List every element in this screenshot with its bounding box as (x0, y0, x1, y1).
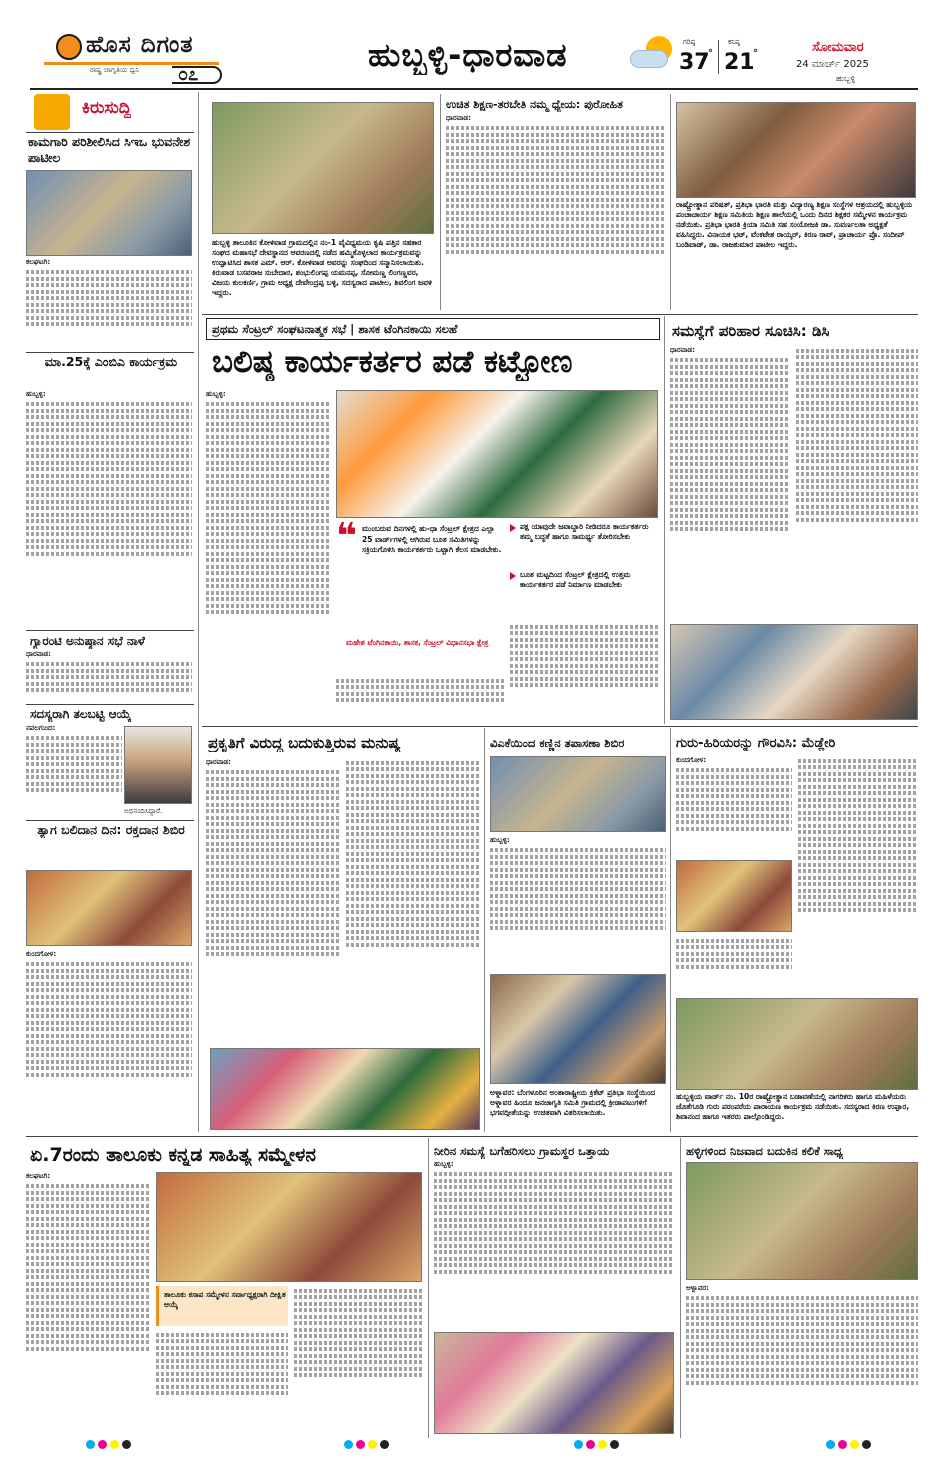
lead-dc-divider (664, 316, 665, 724)
brief-5-body (26, 950, 192, 1132)
top-col-divider-2 (670, 94, 671, 310)
bottom-story-1-headline: ಏ.7ರಂದು ತಾಲೂಕು ಕನ್ನಡ ಸಾಹಿತ್ಯ ಸಮ್ಮೇಳನ (30, 1144, 316, 1166)
lead-quote: ಮುಂಬರುವ ದಿನಗಳಲ್ಲಿ ಹು-ಧಾ ಸೆಂಟ್ರಲ್ ಕ್ಷೇತ್ರದ ಎಲ್ಲಾ 25 ವಾರ್ಡ್‌ಗಳಲ್ಲಿ ಆಗಿರುವ ಬೂತ ಸಮಿತಿಗಳನ್ನು ಸಕ್ರಿಯಗೊಳಿಸಿ ಕಾರ್ಯಕರ್ತರು ಒಟ್ಟಾಗಿ ಕೆಲಸ ಮಾಡಬೇಕು. (362, 524, 502, 554)
cmyk-dot-icon (356, 1440, 365, 1449)
mid-story-3-body-col-3 (676, 936, 792, 994)
bottom-story-3-photo (686, 1162, 918, 1280)
brief-5-photo (26, 870, 192, 946)
top-col-divider-1 (440, 94, 441, 310)
bottom-story-3-body (686, 1284, 918, 1434)
weather-max-value: 37 (679, 50, 710, 75)
bottom-col-divider-2 (680, 1138, 681, 1438)
brief-1-dateline: ಕಲಘಟಗಿ: (26, 258, 51, 266)
top-story-1-caption: ಹುಬ್ಬಳ್ಳಿ ತಾಲೂಕಿನ ಕೋಳಿವಾಡ ಗ್ರಾಮದಲ್ಲಿನ ನಂ-1 ವೈವಿಧ್ಯಮಯ ಕೃಷಿ ಪತ್ತಿನ ಸಹಕಾರ ಸಂಘದ ಮಹಾಸಭೆ ದೇವಸ್ಥಾನದ ಆವರಣದಲ್ಲಿ ನಡೆದ ಹಮ್ಮಿಕೊಳ್ಳಲಾದ ಕಾರ್ಯಕ್ರಮವನ್ನು ಉದ್ಘಾಟಿಸಿದ ಶಾಸಕ ಎಮ್. ಆರ್. ಕೋಳಿವಾಡ ಅವರನ್ನು ಸಂಘದಿಂದ ಸನ್ಮಾನಿಸಲಾಯಿತು. ಕಿರುವಾಡ ಬಸವರಾಜ ಸುಬೇದಾರ, ಶಂಭುಲಿಂಗಪ್ಪ ಯಮನಪ್ಪ, ಸೋಮಣ್ಣ ಲಿಂಗಣ್ಣವರ, ವಿಜಯ ಕುಲಕರ್ಣಿ, ಗ್ರಾಮ ಅಧ್ಯಕ್ಷ ದೇವೇಂದ್ರಪ್ಪ ಬಳ್ಳಿ, ಸದಸ್ಯರಾದ ಪಾಟೀಲ, ಶಿವಲಿಂಗ ಜವಳಿ ಇದ್ದರು. (212, 238, 433, 297)
cmyk-dot-icon (610, 1440, 619, 1449)
lead-body-col-1 (206, 390, 330, 718)
dc-dateline: ಧಾರವಾಡ: (670, 346, 695, 354)
brief-2-headline: ಮಾ.25ಕ್ಕೆ ಎಂಬಿಎ ಕಾರ್ಯಕ್ರಮ (44, 354, 178, 369)
lead-photo (336, 390, 658, 518)
bottom-story-3-dateline: ಅಳ್ನಾವರ: (686, 1284, 709, 1292)
masthead-rule (30, 88, 918, 90)
mid-story-2-photo-1 (490, 756, 666, 832)
lead-bullets (510, 522, 660, 618)
masthead-city: ಹುಬ್ಬಳ್ಳಿ (836, 74, 856, 83)
bottom-story-1-body-col-1 (26, 1172, 150, 1434)
cmyk-dot-icon (850, 1440, 859, 1449)
left-column-divider (198, 92, 199, 1132)
bottom-story-1-body-col-2 (156, 1330, 288, 1434)
lead-headline: ಬಲಿಷ್ಠ ಕಾರ್ಯಕರ್ತರ ಪಡೆ ಕಟ್ಟೋಣ (212, 344, 573, 380)
brief-title-rule (26, 132, 194, 133)
top-story-1-photo (212, 102, 434, 234)
mid-story-1-headline: ಪ್ರಕೃತಿಗೆ ವಿರುದ್ಧ ಬದುಕುತ್ತಿರುವ ಮನುಷ್ಯ (208, 734, 401, 752)
cmyk-dot-icon (838, 1440, 847, 1449)
cmyk-dot-icon (574, 1440, 583, 1449)
mid-story-3-body-col-1 (676, 756, 792, 856)
weather-min-label: ಕನಿಷ್ಠ (728, 38, 740, 46)
cmyk-dot-icon (122, 1440, 131, 1449)
bullet-arrow-icon (510, 524, 516, 532)
top-story-2-body (446, 114, 664, 310)
lead-row-rule (202, 726, 918, 727)
top-story-2-dateline: ಧಾರವಾಡ: (446, 114, 471, 122)
bottom-story-2-headline: ನೀರಿನ ಸಮಸ್ಯೆ ಬಗೆಹರಿಸಲು ಗ್ರಾಮಸ್ಥರ ಒತ್ತಾಯ (434, 1144, 610, 1158)
logo-lotus-icon (56, 34, 82, 60)
dc-headline: ಸಮಸ್ಯೆಗೆ ಪರಿಹಾರ ಸೂಚಿಸಿ: ಡಿಸಿ (672, 322, 830, 340)
brief-2-dateline: ಹುಬ್ಬಳ್ಳಿ: (26, 390, 46, 398)
brief-4-photo-caption: ಅಭಿನಂದಿಸಿದ್ದಾರೆ. (124, 807, 163, 815)
weather-max-label: ಗರಿಷ್ಠ (683, 38, 696, 46)
mid-story-1-body-col-2 (346, 758, 480, 1044)
brief-1-photo (26, 170, 192, 256)
cmyk-dot-icon (586, 1440, 595, 1449)
lead-bullet-1: ಪಕ್ಷ ಯಾವುದೇ ಜವಾಬ್ದಾರಿ ನೀಡಿದರೂ ಕಾರ್ಯಕರ್ತರು ತಮ್ಮ ಬದ್ಧತೆ ಹಾಗೂ ಸಾಮರ್ಥ್ಯ ತೋರಿಸಬೇಕು (520, 522, 649, 541)
logo-text: ಹೊಸ ದಿಗಂತ (86, 32, 194, 58)
bottom-story-2-body (434, 1160, 674, 1328)
brief-3-headline: ಗ್ಯಾರಂಟಿ ಅನುಷ್ಠಾನ ಸಭೆ ನಾಳೆ (30, 634, 145, 648)
brief-rule-4 (26, 820, 194, 821)
bottom-story-1-dateline: ಕಲಘಟಗಿ: (26, 1172, 51, 1180)
bottom-story-2-dateline: ಹುಬ್ಬಳ್ಳಿ: (434, 1160, 454, 1168)
mid-story-3-body-col-2 (798, 756, 918, 994)
brief-1-body (26, 258, 192, 348)
brief-4-dateline: ನವಲಗುಂದ: (26, 724, 56, 732)
lead-quote-attribution: ಮಹೇಶ ಟೆಂಗಿನಕಾಯಿ, ಶಾಸಕ, ಸೆಂಟ್ರಲ್ ವಿಧಾನಸಭಾ ಕ್ಷೇತ್ರ (346, 638, 489, 647)
bottom-story-1-body-col-3 (294, 1286, 422, 1434)
bottom-story-3-headline: ಹಳ್ಳಿಗಳಿಂದ ನಿಜವಾದ ಬದುಕಿನ ಕಲಿಕೆ ಸಾಧ್ಯ (686, 1144, 843, 1158)
bottom-story-1-photo (156, 1172, 422, 1282)
cmyk-dot-icon (862, 1440, 871, 1449)
top-row-rule (202, 314, 918, 315)
cmyk-dot-icon (598, 1440, 607, 1449)
logo-tagline: ರಾಷ್ಟ್ರ ಜಾಗೃತಿಯ ಧ್ವನಿ (90, 66, 140, 74)
lead-body-col-3 (510, 622, 660, 718)
mid-col-divider-2 (670, 728, 671, 1132)
mid-story-1-photo (210, 1048, 480, 1130)
bottom-col-divider-1 (428, 1138, 429, 1438)
masthead-day: ಸೋಮವಾರ (812, 40, 864, 55)
bottom-story-2-photo (434, 1332, 674, 1434)
masthead-date: 24 ಮಾರ್ಚ್ 2025 (796, 59, 869, 70)
weather-min-unit: ° (753, 48, 758, 59)
brief-rule-3 (26, 704, 194, 705)
weather-sun-cloud-icon (628, 34, 676, 74)
cmyk-dot-icon (368, 1440, 377, 1449)
page-number: ೦೭ (178, 64, 199, 85)
mid-story-1-body-col-1 (206, 758, 340, 1044)
section-title: ಹುಬ್ಬಳ್ಳಿ-ಧಾರವಾಡ (368, 36, 568, 74)
cmyk-dot-icon (826, 1440, 835, 1449)
lead-quote-box (336, 516, 504, 672)
dc-photo (670, 624, 918, 720)
weather-min-value: 21 (724, 50, 755, 75)
middle-row-rule (26, 1136, 918, 1137)
masthead (0, 0, 945, 88)
cmyk-dot-icon (110, 1440, 119, 1449)
dc-body-col-1 (670, 346, 790, 620)
cmyk-dot-icon (86, 1440, 95, 1449)
quote-mark-icon: ❝ (336, 516, 358, 557)
mid-story-3-caption: ಹುಬ್ಬಳ್ಳಿಯ ವಾರ್ಡ್ ನಂ. 10ರ ರಾಷ್ಟ್ರೋತ್ಥಾನ ಬಡಾವಣೆಯಲ್ಲಿ ನಾಗರಿಕರು ಹಾಗೂ ಮಹಿಳೆಯರು ಜೊತೆಗೂಡಿ ಗುರು ಪರಂಪರೆಯ ಪಾರಾಯಣ ಕಾರ್ಯಕ್ರಮ ನಡೆಯಿತು. ಸದಸ್ಯರಾದ ಕಿರಣ ಉಪ್ಪಾರ, ಶಿವಾನಂದ ಹಾಗೂ ಇತರರು ಪಾಲ್ಗೊಂಡಿದ್ದರು. (676, 1092, 910, 1121)
mid-story-2-caption: ಅಳ್ನಾವರ: ಬೆಂಗಳೂರಿನ ಅಂತಾರಾಷ್ಟ್ರೀಯ ಕ್ರಿಕೆಟ್ ಪ್ರತಿಭಾ ಸಂಸ್ಥೆಯಿಂದ ಅಳ್ನಾವರ ಹಿಂದೂ ಜನಜಾಗೃತಿ ಸಮಿತಿ ಗ್ರಾಮದಲ್ಲಿ ಕ್ರೀಡಾಪಟುಗಳಿಗೆ ಭಗವದ್ಗೀತೆಯನ್ನು ಉಚಿತವಾಗಿ ವಿತರಿಸಲಾಯಿತು. (490, 1088, 656, 1117)
brief-5-headline: ತ್ಯಾಗ ಬಲಿದಾನ ದಿನ: ರಕ್ತದಾನ ಶಿಬಿರ (37, 822, 185, 837)
bullet-arrow-icon (510, 572, 516, 580)
weather-divider (718, 40, 719, 74)
mid-col-divider-1 (484, 728, 485, 1132)
mid-story-1-dateline: ಧಾರವಾಡ: (206, 758, 231, 766)
brief-1-headline: ಕಾಮಗಾರಿ ಪರಿಶೀಲಿಸಿದ ಸಿಇಒ ಭುವನೇಶ ಪಾಟೀಲ (28, 134, 191, 165)
brief-2-body (26, 390, 192, 628)
bottom-story-1-inset-text: ತಾಲೂಕು ಕಸಾಪ ಸಮ್ಮೇಳನ ಸರ್ವಾಧ್ಯಕ್ಷರಾಗಿ ದೀಕ್ಷಿತ ಆಯ್ಕೆ (164, 1290, 286, 1309)
brief-5-dateline: ಕುಂದಗೋಳ: (26, 950, 57, 958)
cmyk-dot-icon (98, 1440, 107, 1449)
brief-rule-2 (26, 630, 194, 631)
brief-3-dateline: ಧಾರವಾಡ: (26, 650, 51, 658)
top-story-3-photo (676, 102, 916, 198)
weather-max-unit: ° (708, 48, 713, 59)
lead-body-col-4 (336, 676, 504, 718)
top-story-3-caption: ರಾಷ್ಟ್ರೋತ್ಥಾನ ಪರಿಷತ್, ಪ್ರತಿಭಾ ಭಾರತಿ ಮತ್ತು ವಿದ್ಯಾರಣ್ಯ ಶಿಕ್ಷಣ ಸಂಸ್ಥೆಗಳ ಆಶ್ರಯದಲ್ಲಿ ಹುಬ್ಬಳ್ಳಿಯ ಪಂಚಾಚಾರ್ಯ ಶಿಕ್ಷಣ ಸಮಿತಿಯ ಶಿಕ್ಷಣ ಶಾಲೆಯಲ್ಲಿ ಒಂದು ದಿನದ ಶಿಕ್ಷಕರ ಸಮ್ಮೇಳನ ಕಾರ್ಯಕ್ರಮ ನಡೆಯಿತು. ಪ್ರತಿಭಾ ಭಾರತಿ ಕ್ರಿಯಾ ಸಮಿತಿ ಸಹ ಸಂಯೋಜಕಿ ಡಾ. ಸುವರ್ಣಲತಾ ಅಧ್ಯಕ್ಷತೆ ವಹಿಸಿದ್ದರು. ವಿನಾಯಕ ಭಟ್, ವೆಂಕಟೇಶ ರಾಯ್ಕರ್, ಕಿರಣ ರಾವ್, ಪ್ರಾಚಾರ್ಯ ಪ್ರೊ. ಸಂದೀಪ್ ಬಂಡಿವಾಡ್, ಡಾ. ರಾಜಕುಮಾರ ಪಾಟೀಲ ಇದ್ದರು. (676, 200, 913, 249)
dc-body-col-2 (796, 346, 918, 620)
brief-hand-icon (34, 94, 70, 130)
cmyk-dot-icon (380, 1440, 389, 1449)
mid-story-3-dateline: ಕುಂದಗೋಳ: (676, 756, 707, 764)
lead-kicker: ಪ್ರಥಮ ಸೆಂಟ್ರಲ್ ಸಂಘಟನಾತ್ಮಕ ಸಭೆ | ಶಾಸಕ ಟೆಂಗಿನಕಾಯಿ ಸಲಹೆ (212, 322, 458, 336)
brief-4-headline: ಸದಸ್ಯರಾಗಿ ತಲಬಟ್ಟಿ ಆಯ್ಕೆ (30, 707, 132, 721)
top-story-2-headline: ಉಚಿತ ಶಿಕ್ಷಣ-ತರಬೇತಿ ನಮ್ಮ ಧ್ಯೇಯ: ಪುರೋಹಿತ (446, 98, 623, 111)
masthead-logo (34, 30, 224, 84)
brief-rule-1 (26, 352, 194, 353)
mid-story-3-photo-1 (676, 860, 792, 932)
lead-bullet-2: ಬೂತ ಮಟ್ಟದಿಂದ ಸೆಂಟ್ರಲ್ ಕ್ಷೇತ್ರದಲ್ಲಿ ಉತ್ತಮ ಕಾರ್ಯಕರ್ತರ ಪಡೆ ನಿರ್ಮಾಣ ಮಾಡಬೇಕು (520, 570, 631, 589)
mid-story-3-photo-2 (676, 998, 918, 1090)
lead-dateline: ಹುಬ್ಬಳ್ಳಿ: (206, 390, 226, 398)
mid-story-2-dateline: ಹುಬ್ಬಳ್ಳಿ: (490, 836, 510, 844)
brief-title: ಕಿರುಸುದ್ದಿ (82, 98, 132, 118)
registration-marks (0, 1440, 945, 1454)
cmyk-dot-icon (344, 1440, 353, 1449)
brief-4-photo (124, 726, 192, 804)
mid-story-2-photo-2 (490, 974, 666, 1084)
mid-story-2-headline: ವಿಎಕೆಯಿಂದ ಕಣ್ಣಿನ ತಪಾಸಣಾ ಶಿಬಿರ (490, 736, 625, 750)
mid-story-2-body (490, 836, 666, 970)
mid-story-3-headline: ಗುರು-ಹಿರಿಯರನ್ನು ಗೌರವಿಸಿ: ಮೆಡ್ಲೇರಿ (676, 736, 836, 751)
brief-4-body (26, 724, 122, 820)
brief-3-body (26, 650, 192, 702)
